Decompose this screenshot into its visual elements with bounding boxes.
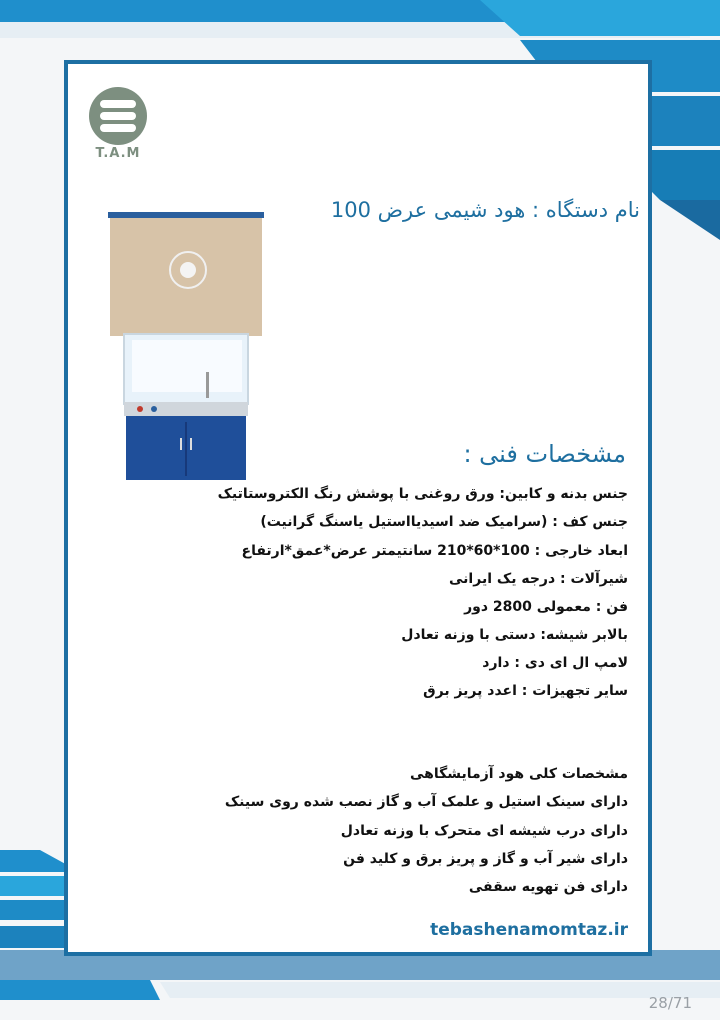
tam-logo bbox=[86, 86, 150, 146]
general-line: دارای شیر آب و گاز و پریز برق و کلید فن bbox=[343, 851, 628, 867]
general-line: دارای سینک استیل و علمک آب و گاز نصب شده روی سینک bbox=[224, 794, 628, 810]
page-title: نام دستگاه : هود شیمی عرض 100 bbox=[330, 198, 640, 222]
website-link[interactable]: tebashenamomtaz.ir bbox=[430, 920, 628, 940]
spec-line: فن : معمولی 2800 دور bbox=[464, 599, 628, 615]
page-number: 28/71 bbox=[648, 994, 692, 1012]
spec-line: لامپ ال ای دی : دارد bbox=[482, 655, 628, 671]
specs-heading: مشخصات فنی : bbox=[463, 440, 626, 468]
content-frame bbox=[64, 60, 652, 956]
general-line: دارای فن تهویه سقفی bbox=[468, 879, 628, 895]
spec-line: شیرآلات : درجه یک ایرانی bbox=[449, 571, 628, 587]
spec-line: ابعاد خارجی : 100*60*210 سانتیمتر عرض*عمق*ارتفاع bbox=[241, 543, 628, 559]
spec-line: سایر تجهیزات : اعدد پریز برق bbox=[423, 683, 628, 699]
spec-line: جنس کف : (سرامیک ضد اسیدیااستیل یاسنگ گرانیت) bbox=[260, 514, 628, 530]
general-line: دارای درب شیشه ای متحرک با وزنه تعادل bbox=[340, 823, 628, 839]
logo-text: T.A.M bbox=[95, 146, 141, 161]
spec-line: بالابر شیشه: دستی با وزنه تعادل bbox=[401, 627, 628, 643]
spec-line: جنس بدنه و کابین: ورق روغنی با پوشش رنگ الکتروستاتیک bbox=[217, 486, 628, 502]
fume-hood-image bbox=[106, 212, 266, 482]
general-heading: مشخصات کلی هود آزمایشگاهی bbox=[410, 766, 628, 782]
